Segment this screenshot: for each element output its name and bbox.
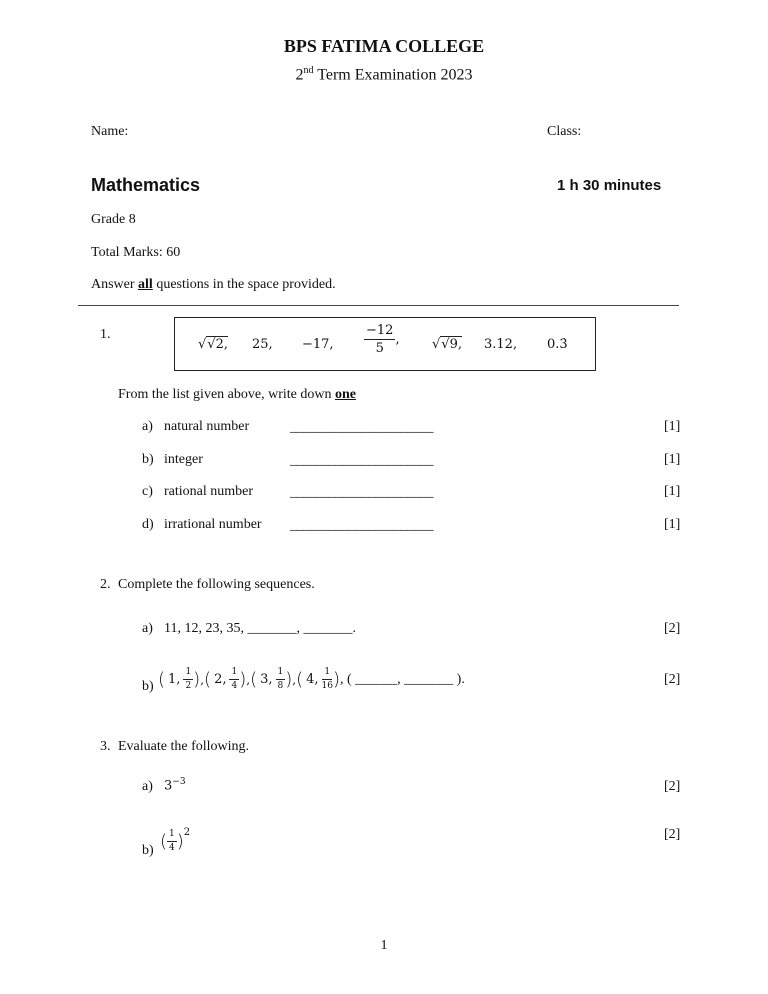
instructions-pre: Answer (91, 277, 139, 292)
q1-prompt (118, 387, 356, 403)
q1d-text: irrational number (164, 517, 262, 532)
subject-title: Mathematics (91, 175, 201, 195)
instructions-post: questions in the space provided. (152, 277, 336, 292)
number-neg17: −17, (302, 337, 334, 352)
term-suffix: nd (303, 65, 314, 76)
q2b-tail: , ( ______, _______ ). (340, 671, 465, 687)
paren-close: ) (239, 669, 247, 690)
q1d-answer-line[interactable]: ______________________ (290, 518, 433, 533)
q1b-letter: b) (142, 452, 154, 467)
class-label: Class: (547, 124, 582, 139)
q3a-marks: [2] (664, 779, 681, 794)
page-number: 1 (380, 938, 388, 953)
q1a-answer-line[interactable]: ______________________ (290, 420, 433, 435)
pair-4-fraction: $\frac{1}{16}$ (321, 667, 333, 691)
q3a-expression (164, 777, 186, 793)
paren-open: ( (158, 669, 166, 690)
paren-close: ) (332, 669, 341, 690)
q1c-letter: c) (142, 484, 153, 499)
number-3-12: 3.12, (484, 337, 518, 352)
term-ordinal: 2 (295, 66, 304, 84)
q3a-base: 3 (164, 778, 173, 794)
q3b-fraction: $\frac{1}{4}$ (169, 829, 175, 853)
q2a-marks: [2] (664, 621, 681, 636)
instructions (91, 277, 336, 293)
q1b-text: integer (164, 452, 203, 467)
q1a-text: natural number (164, 419, 250, 434)
q3-prompt: Evaluate the following. (118, 739, 250, 754)
pair-3-first: 3, (260, 672, 273, 687)
pair-3-fraction: $\frac{1}{8}$ (277, 667, 284, 691)
q1-prompt-text: From the list given above, write down (118, 387, 335, 402)
paren-close: ) (176, 831, 184, 852)
q3b-expression (160, 827, 191, 853)
q2b-letter: b) (142, 679, 154, 694)
q2-prompt: Complete the following sequences. (118, 577, 315, 592)
total-marks-label: Total Marks: 60 (91, 245, 181, 260)
number-0-3-recurring: 0.3̇ (547, 337, 568, 352)
q1b-marks: [1] (664, 452, 681, 467)
pair-1-first: 1, (168, 672, 181, 687)
q3-number: 3. (100, 739, 111, 754)
pair-2-fraction: $\frac{1}{4}$ (231, 667, 238, 691)
q1d-marks: [1] (664, 517, 681, 532)
number-sqrt9: √√9, (432, 337, 462, 352)
fraction-denominator: 5 (375, 341, 384, 356)
q3a-letter: a) (142, 779, 153, 794)
number-sqrt2: √√2, (198, 337, 228, 352)
q2a-letter: a) (142, 621, 153, 636)
paren-open: ( (250, 669, 258, 690)
paren-open: ( (204, 669, 212, 690)
exam-title (0, 65, 768, 84)
paren-close: ) (285, 669, 293, 690)
q1d-letter: d) (142, 517, 154, 532)
q2-number: 2. (100, 577, 111, 592)
q1c-marks: [1] (664, 484, 681, 499)
q2b-sequence: ( 1, $\frac{1}{2}$ ) , ( 2, $\frac{1}{4}$ ) , ( 3, $\frac{1}{8}$ ) , ( 4, $\frac{1}{16}$ ) , ( ______, _______ ). (158, 667, 465, 691)
paren-open: ( (296, 669, 304, 690)
header-divider (78, 305, 679, 306)
duration: 1 h 30 minutes (557, 177, 662, 194)
grade-label: Grade 8 (91, 212, 136, 227)
pair-1-fraction: $\frac{1}{2}$ (185, 667, 192, 691)
paren-open: ( (160, 831, 168, 852)
q1c-answer-line[interactable]: ______________________ (290, 485, 433, 500)
q2a-sequence: 11, 12, 23, 35, _______, _______. (164, 621, 356, 636)
pair-2-first: 2, (214, 672, 227, 687)
q3b-marks: [2] (664, 827, 681, 842)
q3b-exponent: 2 (183, 827, 191, 838)
q2b-marks: [2] (664, 672, 681, 687)
q3a-exponent: −3 (172, 777, 186, 787)
number-neg12-over-5 (364, 324, 400, 355)
name-label: Name: (91, 124, 129, 139)
paren-close: ) (193, 669, 201, 690)
exam-title-rest: Term Examination 2023 (313, 66, 473, 84)
q1-prompt-emphasis: one (334, 387, 356, 402)
q1a-letter: a) (142, 419, 153, 434)
q1b-answer-line[interactable]: ______________________ (290, 453, 433, 468)
q1c-text: rational number (164, 484, 254, 499)
q3b-letter: b) (142, 843, 154, 858)
fraction-comma: , (395, 332, 400, 347)
q1-number: 1. (100, 327, 111, 342)
fraction-numerator: −12 (366, 323, 394, 338)
pair-4-first: 4, (306, 672, 319, 687)
school-title: BPS FATIMA COLLEGE (283, 36, 485, 56)
q1a-marks: [1] (664, 419, 681, 434)
number-25: 25, (252, 337, 273, 352)
instructions-emphasis: all (138, 277, 153, 292)
